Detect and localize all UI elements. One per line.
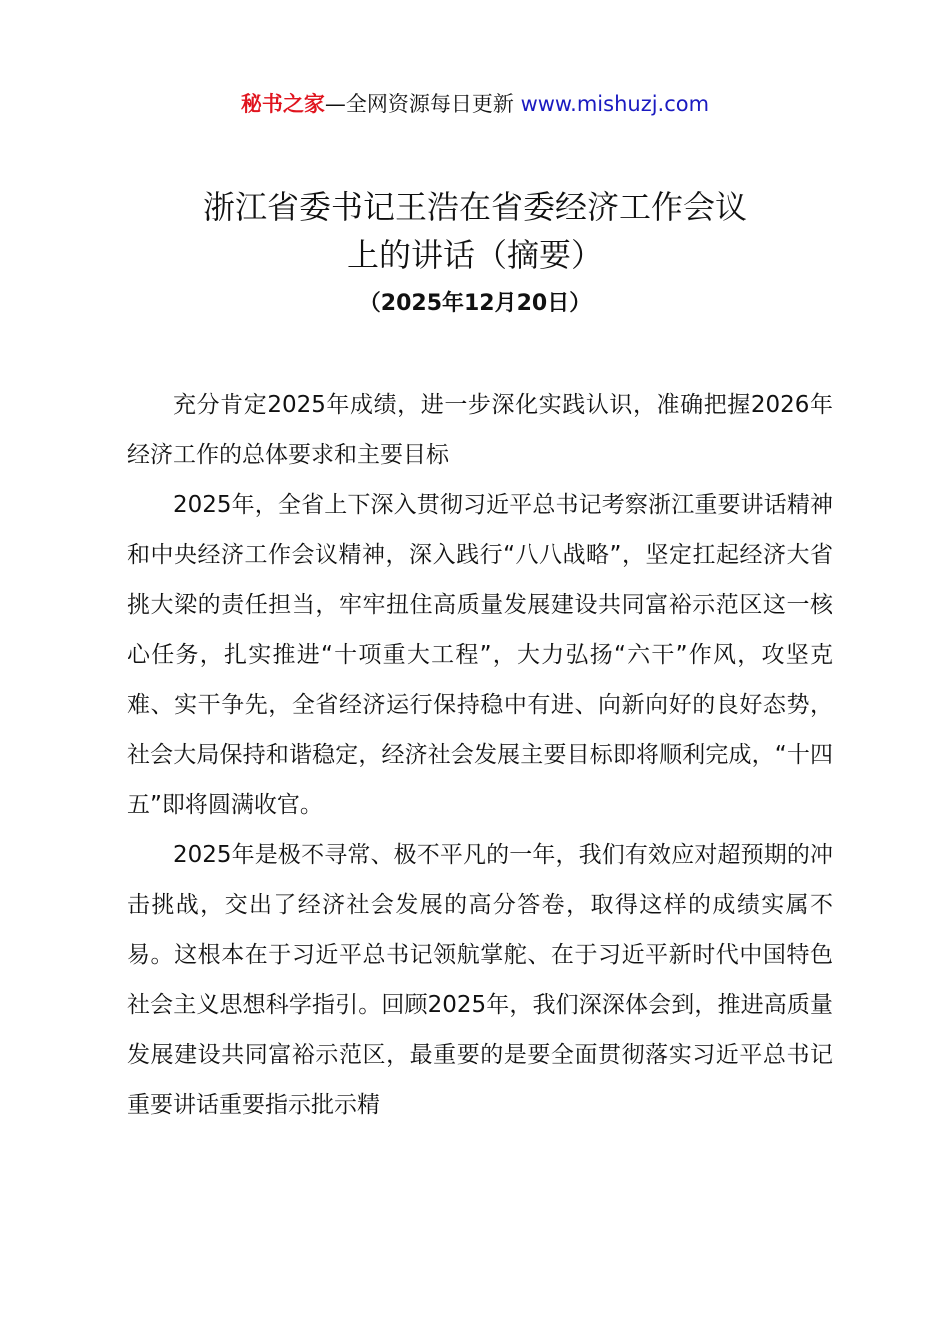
document-title [0,183,950,279]
brand-name: 秘书之家 [240,92,325,116]
paragraph-2: 2025年，全省上下深入贯彻习近平总书记考察浙江重要讲话精神和中央经济工作会议精神，深入践行“八八战略”，坚定扛起经济大省挑大梁的责任担当，牢牢扭住高质量发展建设共同富裕示范区这一核心任务，扎实推进“十项重大工程”，大力弘扬“六干”作风，攻坚克难、实干争先，全省经济运行保持稳中有进、向新向好的良好态势，社会大局保持和谐稳定，经济社会发展主要目标即将顺利完成，“十四五”即将圆满收官。 [127,492,833,818]
site-header [0,88,950,120]
title-line-1: 浙江省委书记王浩在省委经济工作会议 [202,188,747,226]
speech-date: （2025年12月20日） [358,291,592,316]
paragraph-3: 2025年是极不寻常、极不平凡的一年，我们有效应对超预期的冲击挑战，交出了经济社会发展的高分答卷，取得这样的成绩实属不易。这根本在于习近平总书记领航掌舵、在于习近平新时代中国特色社会主义思想科学指引。回顾2025年，我们深深体会到，推进高质量发展建设共同富裕示范区，最重要的是要全面贯彻落实习近平总书记重要讲话重要指示批示精 [127,842,833,1118]
title-line-2: 上的讲话（摘要） [346,236,603,274]
site-url-link[interactable]: www.mishuzj.com [520,92,710,116]
header-slogan: —全网资源每日更新 [324,92,521,116]
document-body [127,380,833,1130]
paragraph-1: 充分肯定2025年成绩，进一步深化实践认识，准确把握2026年经济工作的总体要求和主要目标 [127,392,833,468]
